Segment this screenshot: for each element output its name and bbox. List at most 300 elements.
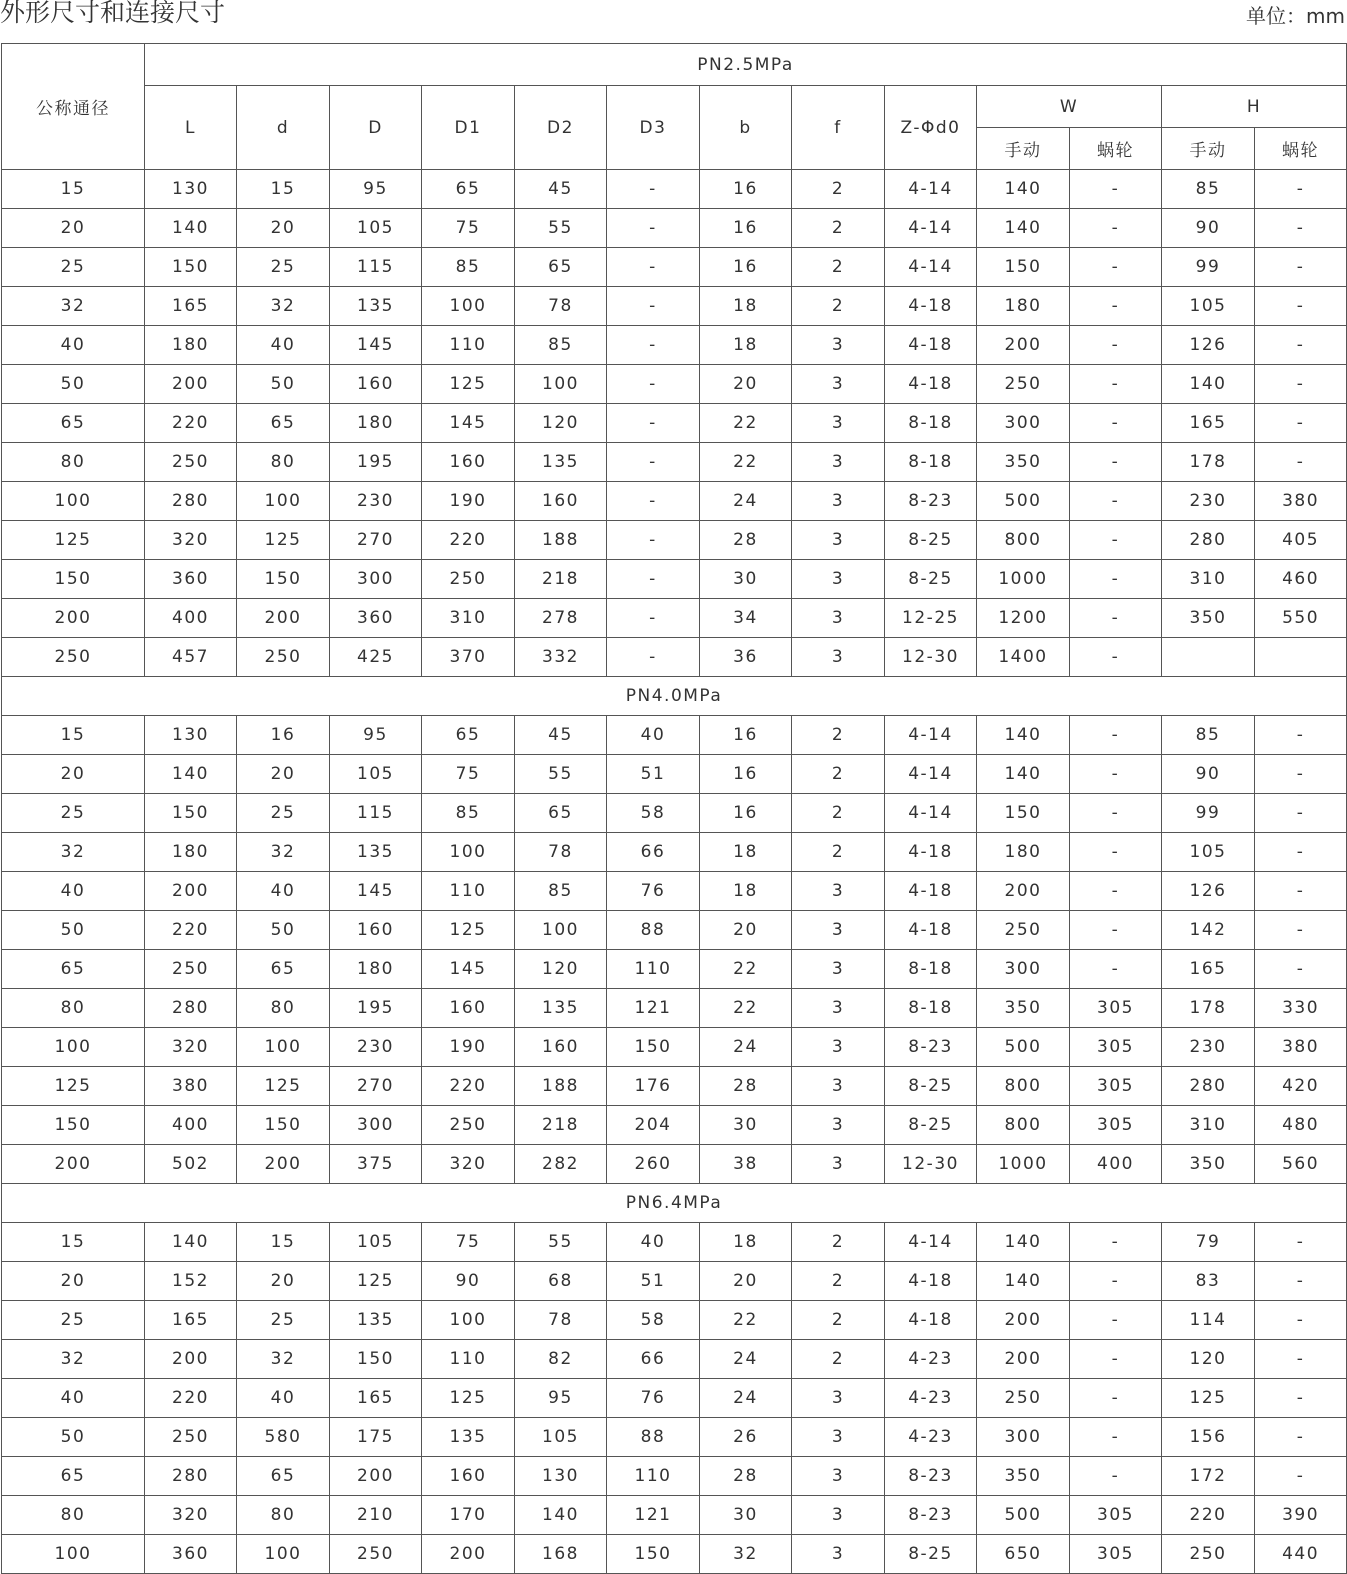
table-cell: 32 xyxy=(2,287,145,326)
table-cell: 375 xyxy=(330,1145,422,1184)
table-cell: 250 xyxy=(2,638,145,677)
table-cell: 195 xyxy=(330,989,422,1028)
table-cell: 65 xyxy=(237,1457,330,1496)
table-cell: 4-14 xyxy=(885,755,977,794)
table-cell: 8-25 xyxy=(885,560,977,599)
table-cell: 2 xyxy=(792,1223,885,1262)
table-cell: - xyxy=(1070,755,1162,794)
table-cell: 360 xyxy=(145,1535,237,1574)
table-cell: 3 xyxy=(792,950,885,989)
table-cell: 18 xyxy=(700,287,792,326)
table-cell: 140 xyxy=(977,716,1070,755)
table-cell: 100 xyxy=(422,833,515,872)
table-cell: 140 xyxy=(1162,365,1255,404)
table-cell: 40 xyxy=(237,872,330,911)
table-cell: 320 xyxy=(145,1496,237,1535)
table-cell: 120 xyxy=(515,404,607,443)
table-cell: 380 xyxy=(145,1067,237,1106)
table-cell: 3 xyxy=(792,443,885,482)
table-cell: 220 xyxy=(422,521,515,560)
table-cell: 110 xyxy=(607,1457,700,1496)
table-cell: 40 xyxy=(2,872,145,911)
header-col-D1: D1 xyxy=(422,86,515,170)
table-cell: - xyxy=(607,170,700,209)
table-cell: 150 xyxy=(2,560,145,599)
table-cell: 24 xyxy=(700,1340,792,1379)
table-cell: 3 xyxy=(792,1379,885,1418)
table-cell: 8-25 xyxy=(885,1067,977,1106)
table-cell: - xyxy=(607,326,700,365)
table-cell: 22 xyxy=(700,1301,792,1340)
section-label: PN2.5MPa xyxy=(145,44,1347,86)
table-cell: 230 xyxy=(330,1028,422,1067)
table-cell: - xyxy=(1255,950,1347,989)
table-cell: 110 xyxy=(422,872,515,911)
table-row xyxy=(2,638,1347,677)
table-cell: 160 xyxy=(422,443,515,482)
table-cell: 190 xyxy=(422,482,515,521)
header-nominal-diameter: 公称通径 xyxy=(2,44,145,170)
table-cell: 120 xyxy=(515,950,607,989)
table-cell: 8-18 xyxy=(885,404,977,443)
table-cell: 300 xyxy=(977,404,1070,443)
table-cell: 51 xyxy=(607,1262,700,1301)
table-cell: 178 xyxy=(1162,443,1255,482)
table-cell: 15 xyxy=(2,716,145,755)
table-cell: 3 xyxy=(792,599,885,638)
table-cell: 88 xyxy=(607,1418,700,1457)
table-cell: - xyxy=(1070,1340,1162,1379)
table-cell: - xyxy=(1070,404,1162,443)
table-cell: 2 xyxy=(792,248,885,287)
table-cell: 280 xyxy=(145,1457,237,1496)
table-cell: 230 xyxy=(1162,482,1255,521)
table-cell: 85 xyxy=(422,794,515,833)
table-cell: 40 xyxy=(237,1379,330,1418)
table-cell: 135 xyxy=(330,833,422,872)
table-cell: - xyxy=(1070,521,1162,560)
table-cell: 3 xyxy=(792,1145,885,1184)
table-cell: - xyxy=(1070,326,1162,365)
table-cell: 40 xyxy=(2,1379,145,1418)
table-cell: 135 xyxy=(422,1418,515,1457)
table-cell: 58 xyxy=(607,1301,700,1340)
table-cell: 440 xyxy=(1255,1535,1347,1574)
table-row xyxy=(2,1340,1347,1379)
table-cell: 160 xyxy=(515,482,607,521)
table-cell: 280 xyxy=(145,989,237,1028)
table-cell: 200 xyxy=(145,872,237,911)
table-cell: 40 xyxy=(607,716,700,755)
table-cell: 32 xyxy=(2,833,145,872)
table-cell: 180 xyxy=(977,833,1070,872)
table-cell: 3 xyxy=(792,911,885,950)
table-cell: 150 xyxy=(145,794,237,833)
table-cell: 3 xyxy=(792,1535,885,1574)
table-cell: 300 xyxy=(977,1418,1070,1457)
table-row xyxy=(2,1262,1347,1301)
table-cell: 80 xyxy=(2,1496,145,1535)
table-cell: 180 xyxy=(330,950,422,989)
table-cell: 75 xyxy=(422,755,515,794)
table-cell: 12-30 xyxy=(885,638,977,677)
table-cell: 190 xyxy=(422,1028,515,1067)
table-cell: - xyxy=(1070,482,1162,521)
table-cell: 282 xyxy=(515,1145,607,1184)
table-cell: 178 xyxy=(1162,989,1255,1028)
table-cell: 4-14 xyxy=(885,794,977,833)
table-cell: - xyxy=(1255,443,1347,482)
table-cell: - xyxy=(607,599,700,638)
table-cell: 1200 xyxy=(977,599,1070,638)
table-cell: 3 xyxy=(792,560,885,599)
table-cell: 4-23 xyxy=(885,1340,977,1379)
table-cell: 20 xyxy=(700,911,792,950)
table-cell: 200 xyxy=(330,1457,422,1496)
table-cell: 100 xyxy=(237,482,330,521)
table-cell: 100 xyxy=(422,287,515,326)
table-cell: - xyxy=(1070,1418,1162,1457)
table-cell: 390 xyxy=(1255,1496,1347,1535)
table-cell: 3 xyxy=(792,1106,885,1145)
table-cell: 250 xyxy=(977,365,1070,404)
table-cell: 16 xyxy=(237,716,330,755)
table-cell: 4-14 xyxy=(885,248,977,287)
table-cell: 34 xyxy=(700,599,792,638)
table-cell: - xyxy=(607,560,700,599)
table-cell: 380 xyxy=(1255,1028,1347,1067)
table-cell: 121 xyxy=(607,1496,700,1535)
table-cell: 22 xyxy=(700,950,792,989)
table-cell: 100 xyxy=(422,1301,515,1340)
table-cell: 4-18 xyxy=(885,833,977,872)
table-cell: 125 xyxy=(1162,1379,1255,1418)
table-cell: 350 xyxy=(977,989,1070,1028)
table-cell: 165 xyxy=(145,1301,237,1340)
table-cell: 4-18 xyxy=(885,872,977,911)
table-cell: - xyxy=(1070,365,1162,404)
table-cell: 480 xyxy=(1255,1106,1347,1145)
table-cell: 250 xyxy=(237,638,330,677)
table-row xyxy=(2,950,1347,989)
table-cell: 170 xyxy=(422,1496,515,1535)
table-cell: 45 xyxy=(515,716,607,755)
table-cell: 65 xyxy=(422,716,515,755)
header-W-worm: 蜗轮 xyxy=(1070,128,1162,170)
table-cell: - xyxy=(1255,911,1347,950)
table-cell: 20 xyxy=(2,755,145,794)
table-cell: 200 xyxy=(237,1145,330,1184)
table-cell: 500 xyxy=(977,1496,1070,1535)
table-cell: 2 xyxy=(792,794,885,833)
table-cell: 3 xyxy=(792,326,885,365)
table-row xyxy=(2,404,1347,443)
table-cell: 4-18 xyxy=(885,365,977,404)
header-col-D: D xyxy=(330,86,422,170)
table-cell: - xyxy=(1255,716,1347,755)
table-cell: 300 xyxy=(977,950,1070,989)
table-cell: 2 xyxy=(792,755,885,794)
table-cell: 145 xyxy=(422,950,515,989)
table-cell: 76 xyxy=(607,1379,700,1418)
table-cell: 20 xyxy=(2,1262,145,1301)
table-cell: - xyxy=(1070,872,1162,911)
table-cell: 40 xyxy=(2,326,145,365)
table-cell: 28 xyxy=(700,521,792,560)
table-cell: 140 xyxy=(977,170,1070,209)
table-cell: - xyxy=(1070,794,1162,833)
table-cell: 30 xyxy=(700,560,792,599)
table-cell: 16 xyxy=(700,755,792,794)
table-cell: 168 xyxy=(515,1535,607,1574)
table-cell: 140 xyxy=(977,1223,1070,1262)
table-row xyxy=(2,287,1347,326)
table-cell: 4-18 xyxy=(885,326,977,365)
table-cell: 305 xyxy=(1070,989,1162,1028)
table-cell: - xyxy=(1255,833,1347,872)
table-cell: 220 xyxy=(145,1379,237,1418)
table-cell: 8-25 xyxy=(885,1106,977,1145)
table-cell: 210 xyxy=(330,1496,422,1535)
table-cell: 38 xyxy=(700,1145,792,1184)
table-cell: 99 xyxy=(1162,794,1255,833)
table-cell xyxy=(1162,638,1255,677)
table-cell: 65 xyxy=(2,950,145,989)
table-cell: 50 xyxy=(2,1418,145,1457)
table-cell: 80 xyxy=(237,989,330,1028)
table-row xyxy=(2,911,1347,950)
table-cell: 278 xyxy=(515,599,607,638)
table-cell: 280 xyxy=(1162,521,1255,560)
table-cell: 100 xyxy=(2,482,145,521)
table-cell: 80 xyxy=(2,443,145,482)
table-cell: 218 xyxy=(515,1106,607,1145)
table-cell: 126 xyxy=(1162,326,1255,365)
table-cell: 85 xyxy=(422,248,515,287)
table-cell: 130 xyxy=(145,716,237,755)
table-cell: - xyxy=(1070,911,1162,950)
table-cell: 100 xyxy=(237,1535,330,1574)
table-cell: 24 xyxy=(700,1028,792,1067)
table-cell: 25 xyxy=(2,794,145,833)
table-cell: 115 xyxy=(330,794,422,833)
table-cell: 125 xyxy=(422,365,515,404)
table-cell: 110 xyxy=(422,1340,515,1379)
table-row xyxy=(2,248,1347,287)
table-row xyxy=(2,1379,1347,1418)
table-cell: 310 xyxy=(1162,560,1255,599)
table-cell: 65 xyxy=(237,404,330,443)
table-cell: - xyxy=(1255,404,1347,443)
table-cell: 4-18 xyxy=(885,1301,977,1340)
table-cell: 200 xyxy=(145,1340,237,1379)
table-cell: 165 xyxy=(145,287,237,326)
table-cell: 3 xyxy=(792,365,885,404)
table-cell: 79 xyxy=(1162,1223,1255,1262)
table-cell: 305 xyxy=(1070,1535,1162,1574)
table-cell: 32 xyxy=(700,1535,792,1574)
table-cell: 125 xyxy=(422,1379,515,1418)
table-cell: 270 xyxy=(330,521,422,560)
section-label: PN4.0MPa xyxy=(2,677,1347,716)
table-cell: - xyxy=(1255,1379,1347,1418)
table-cell: 55 xyxy=(515,209,607,248)
table-cell: 78 xyxy=(515,287,607,326)
table-cell: 1000 xyxy=(977,1145,1070,1184)
table-cell: 425 xyxy=(330,638,422,677)
table-cell: 8-25 xyxy=(885,521,977,560)
table-cell: 250 xyxy=(422,560,515,599)
page-title: 外形尺寸和连接尺寸 xyxy=(0,0,226,27)
table-cell: 457 xyxy=(145,638,237,677)
table-cell: 8-23 xyxy=(885,1028,977,1067)
table-cell: 32 xyxy=(2,1340,145,1379)
table-cell: - xyxy=(1255,365,1347,404)
table-cell: 3 xyxy=(792,872,885,911)
table-cell: 36 xyxy=(700,638,792,677)
table-cell: 405 xyxy=(1255,521,1347,560)
table-cell: - xyxy=(1070,170,1162,209)
table-cell: 350 xyxy=(977,443,1070,482)
table-cell: 25 xyxy=(2,1301,145,1340)
table-cell: 20 xyxy=(2,209,145,248)
table-cell: 800 xyxy=(977,521,1070,560)
table-cell: 78 xyxy=(515,1301,607,1340)
table-cell: 4-18 xyxy=(885,911,977,950)
table-cell: - xyxy=(607,404,700,443)
table-body xyxy=(2,170,1347,1574)
table-cell: - xyxy=(607,287,700,326)
table-cell: 85 xyxy=(1162,716,1255,755)
table-cell: 145 xyxy=(330,326,422,365)
table-cell: 125 xyxy=(237,1067,330,1106)
table-cell: 550 xyxy=(1255,599,1347,638)
table-cell xyxy=(1255,638,1347,677)
table-cell: 4-14 xyxy=(885,170,977,209)
table-cell: 78 xyxy=(515,833,607,872)
table-row xyxy=(2,599,1347,638)
table-cell: 3 xyxy=(792,1418,885,1457)
table-cell: 25 xyxy=(237,794,330,833)
table-cell: 16 xyxy=(700,248,792,287)
table-cell: 3 xyxy=(792,1028,885,1067)
table-cell: - xyxy=(1255,1301,1347,1340)
table-cell: 18 xyxy=(700,326,792,365)
section-label: PN6.4MPa xyxy=(2,1184,1347,1223)
table-cell: 195 xyxy=(330,443,422,482)
table-cell: 2 xyxy=(792,209,885,248)
table-cell: 51 xyxy=(607,755,700,794)
table-cell: 350 xyxy=(977,1457,1070,1496)
table-row xyxy=(2,1106,1347,1145)
table-cell: - xyxy=(1070,443,1162,482)
table-row xyxy=(2,443,1347,482)
table-cell: 320 xyxy=(145,521,237,560)
table-cell: 218 xyxy=(515,560,607,599)
table-cell: 16 xyxy=(700,209,792,248)
table-cell: 250 xyxy=(330,1535,422,1574)
table-cell: 20 xyxy=(700,1262,792,1301)
table-cell: 150 xyxy=(977,248,1070,287)
table-cell: 200 xyxy=(977,1301,1070,1340)
table-cell: - xyxy=(1255,170,1347,209)
table-cell: 22 xyxy=(700,989,792,1028)
table-cell: 220 xyxy=(145,404,237,443)
table-cell: 160 xyxy=(422,989,515,1028)
table-cell: 140 xyxy=(977,209,1070,248)
table-cell: - xyxy=(607,365,700,404)
table-cell: 105 xyxy=(515,1418,607,1457)
table-cell: 16 xyxy=(700,794,792,833)
table-cell: 300 xyxy=(330,560,422,599)
table-cell: 380 xyxy=(1255,482,1347,521)
table-cell: 320 xyxy=(145,1028,237,1067)
table-cell: 30 xyxy=(700,1496,792,1535)
table-cell: 50 xyxy=(2,911,145,950)
table-cell: 200 xyxy=(2,1145,145,1184)
table-cell: 80 xyxy=(237,443,330,482)
table-cell: 65 xyxy=(2,1457,145,1496)
table-cell: 180 xyxy=(145,326,237,365)
table-cell: 3 xyxy=(792,1496,885,1535)
table-cell: 650 xyxy=(977,1535,1070,1574)
table-cell: 105 xyxy=(1162,287,1255,326)
table-cell: 250 xyxy=(977,1379,1070,1418)
table-cell: 460 xyxy=(1255,560,1347,599)
table-row xyxy=(2,560,1347,599)
table-cell: 305 xyxy=(1070,1106,1162,1145)
table-cell: 350 xyxy=(1162,599,1255,638)
table-cell: - xyxy=(1070,833,1162,872)
table-cell: 110 xyxy=(607,950,700,989)
table-cell: 75 xyxy=(422,209,515,248)
table-cell: 2 xyxy=(792,1301,885,1340)
table-cell: 20 xyxy=(237,755,330,794)
table-cell: 8-23 xyxy=(885,1496,977,1535)
table-cell: 8-23 xyxy=(885,482,977,521)
table-cell: 50 xyxy=(237,365,330,404)
table-cell: 100 xyxy=(515,365,607,404)
table-cell: 172 xyxy=(1162,1457,1255,1496)
table-cell: 150 xyxy=(330,1340,422,1379)
table-cell: 300 xyxy=(330,1106,422,1145)
table-cell: 160 xyxy=(422,1457,515,1496)
table-cell: 50 xyxy=(2,365,145,404)
table-cell: 100 xyxy=(2,1535,145,1574)
table-cell: 140 xyxy=(145,209,237,248)
table-cell: 165 xyxy=(1162,404,1255,443)
table-cell: 150 xyxy=(977,794,1070,833)
table-cell: 176 xyxy=(607,1067,700,1106)
table-cell: 175 xyxy=(330,1418,422,1457)
table-cell: - xyxy=(1255,209,1347,248)
table-cell: - xyxy=(1070,209,1162,248)
table-cell: 250 xyxy=(422,1106,515,1145)
table-cell: 105 xyxy=(330,209,422,248)
table-cell: 135 xyxy=(515,989,607,1028)
table-cell: 1400 xyxy=(977,638,1070,677)
table-row xyxy=(2,482,1347,521)
table-cell: - xyxy=(1255,755,1347,794)
table-cell: 150 xyxy=(607,1535,700,1574)
table-cell: 400 xyxy=(1070,1145,1162,1184)
table-cell: 3 xyxy=(792,482,885,521)
table-cell: 120 xyxy=(1162,1340,1255,1379)
table-cell: 250 xyxy=(1162,1535,1255,1574)
table-cell: 126 xyxy=(1162,872,1255,911)
table-cell: 16 xyxy=(700,716,792,755)
table-cell: 68 xyxy=(515,1262,607,1301)
